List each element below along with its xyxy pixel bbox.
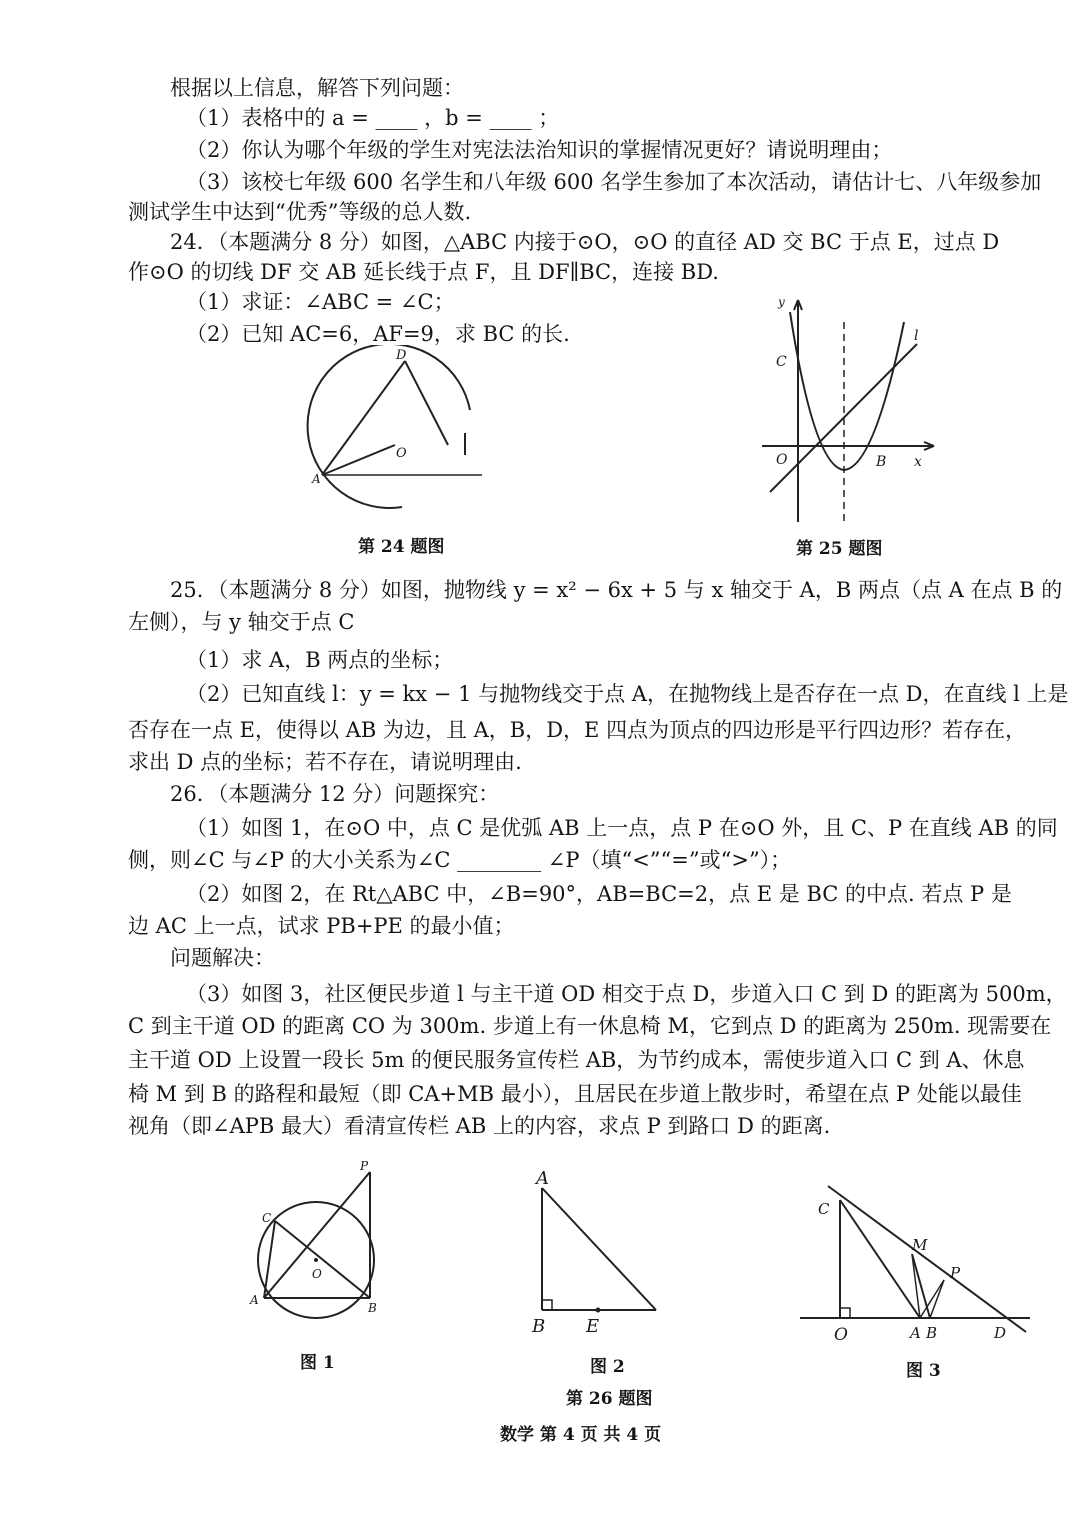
fig26-3-seg-ca xyxy=(840,1200,920,1318)
intro-q2: （2）你认为哪个年级的学生对宪法法治知识的掌握情况更好？请说明理由； xyxy=(186,138,893,162)
p24-heading-line2: 作⊙O 的切线 DF 交 AB 延长线于点 F，且 DF∥BC，连接 BD. xyxy=(128,260,719,284)
fig25-label-c: C xyxy=(776,354,787,370)
figure-26-2 xyxy=(520,1160,670,1340)
p24-q2: （2）已知 AC=6，AF=9，求 BC 的长. xyxy=(186,322,570,346)
fig24-circle xyxy=(308,345,470,508)
fig26-2-hypotenuse-ac xyxy=(542,1188,656,1310)
fig26-1-center-dot xyxy=(314,1258,318,1262)
p26-subheading: 问题解决： xyxy=(170,946,275,970)
figure-26-1 xyxy=(236,1160,396,1330)
fig26-2-point-e xyxy=(596,1308,601,1313)
p26-q3-line4: 椅 M 到 B 的路程和最短（即 CA+MB 最小），且居民在步道上散步时，希望在点 P 处能以最佳 xyxy=(128,1082,1022,1106)
intro-lead: 根据以上信息，解答下列问题： xyxy=(170,76,464,100)
fig26-3-seg-mb xyxy=(912,1254,930,1318)
fig26-3-label-m: M xyxy=(912,1236,928,1254)
p25-q2-line1: （2）已知直线 l：y = kx − 1 与抛物线交于点 A，在抛物线上是否存在一点 D，在直线 l 上是 xyxy=(186,682,1069,706)
fig26-3-caption: 图 3 xyxy=(906,1361,941,1381)
fig25-label-y: y xyxy=(778,295,785,309)
intro-q1: （1）表格中的 a = ____ ，b = ____ ； xyxy=(186,106,560,130)
fig26-3-label-o: O xyxy=(834,1325,848,1345)
fig24-label-d: D xyxy=(396,348,407,363)
fig26-2-label-e: E xyxy=(586,1316,600,1337)
fig24-chord-d xyxy=(405,361,448,445)
fig25-label-o: O xyxy=(776,452,788,468)
fig26-2-caption: 图 2 xyxy=(590,1357,625,1377)
p26-heading: 26．（本题满分 12 分）问题探究： xyxy=(170,782,500,806)
fig26-1-label-p: P xyxy=(360,1160,369,1173)
fig26-1-label-b: B xyxy=(368,1301,377,1315)
fig24-caption: 第 24 题图 xyxy=(358,537,445,557)
p26-q3-line2: C 到主干道 OD 的距离 CO 为 300m. 步道上有一休息椅 M，它到点 D 的距离为 250m. 现需要在 xyxy=(128,1014,1052,1038)
p26-q2-line2: 边 AC 上一点，试求 PB+PE 的最小值； xyxy=(128,914,515,938)
fig26-2-right-angle xyxy=(542,1300,552,1310)
fig25-label-x: x xyxy=(914,454,922,470)
intro-q3-line1: （3）该校七年级 600 名学生和八年级 600 名学生参加了本次活动，请估计七、八年级参加 xyxy=(186,170,1042,194)
p26-q3-line3: 主干道 OD 上设置一段长 5m 的便民服务宣传栏 AB，为节约成本，需使步道入口 C 到 A、休息 xyxy=(128,1048,1025,1072)
fig25-label-b: B xyxy=(876,454,887,470)
fig24-label-o: O xyxy=(396,446,407,461)
fig26-3-right-angle xyxy=(840,1308,850,1318)
p25-heading-line2: 左侧），与 y 轴交于点 C xyxy=(128,610,355,634)
intro-q3-line2: 测试学生中达到“优秀”等级的总人数. xyxy=(128,200,472,224)
fig26-2-label-b: B xyxy=(532,1316,546,1337)
page-footer: 数学 第 4 页 共 4 页 xyxy=(500,1425,662,1445)
fig26-3-label-a: A xyxy=(910,1324,921,1342)
p26-q2-line1: （2）如图 2，在 Rt△ABC 中，∠B=90°，AB=BC=2，点 E 是 BC 的中点. 若点 P 是 xyxy=(186,882,1012,906)
p24-heading: 24．（本题满分 8 分）如图，△ABC 内接于⊙O，⊙O 的直径 AD 交 BC 于点 E，过点 D xyxy=(170,230,1000,254)
p26-q1-line1: （1）如图 1，在⊙O 中，点 C 是优弧 AB 上一点，点 P 在⊙O 外，且 C、P 在直线 AB 的同 xyxy=(186,816,1058,840)
fig26-3-label-d: D xyxy=(994,1324,1007,1342)
fig26-1-label-a: A xyxy=(250,1293,259,1307)
fig25-label-l: l xyxy=(914,328,919,344)
fig26-1-label-c: C xyxy=(262,1211,272,1225)
figure-25 xyxy=(752,292,942,524)
p26-q1-line2: 侧，则∠C 与∠P 的大小关系为∠C ________ ∠P（填“<”“=”或“>”）； xyxy=(128,848,792,872)
fig26-3-label-c: C xyxy=(818,1200,830,1218)
figure-24 xyxy=(300,345,500,525)
fig26-1-seg-cb xyxy=(275,1221,370,1298)
fig26-1-caption: 图 1 xyxy=(300,1353,335,1373)
fig24-label-a: A xyxy=(312,472,321,486)
fig26-caption: 第 26 题图 xyxy=(566,1389,653,1409)
p26-q3-line1: （3）如图 3，社区便民步道 l 与主干道 OD 相交于点 D，步道入口 C 到 D 的距离为 500m， xyxy=(186,982,1067,1006)
fig25-caption: 第 25 题图 xyxy=(796,539,883,559)
p26-q3-line5: 视角（即∠APB 最大）看清宣传栏 AB 上的内容，求点 P 到路口 D 的距离. xyxy=(128,1114,831,1138)
p25-heading: 25．（本题满分 8 分）如图，抛物线 y = x² − 6x + 5 与 x 轴交于 A，B 两点（点 A 在点 B 的 xyxy=(170,578,1063,602)
p25-q2-line2: 否存在一点 E，使得以 AB 为边，且 A，B，D，E 四点为顶点的四边形是平行四边形？若存在， xyxy=(128,718,1027,742)
fig26-3-label-b: B xyxy=(926,1324,938,1342)
fig26-1-label-o: O xyxy=(312,1267,322,1281)
figure-26-3 xyxy=(796,1166,1036,1346)
p25-q2-line3: 求出 D 点的坐标；若不存在，请说明理由. xyxy=(128,750,522,774)
p25-q1: （1）求 A，B 两点的坐标； xyxy=(186,648,454,672)
fig26-3-label-p: P xyxy=(950,1264,961,1282)
p24-q1: （1）求证：∠ABC = ∠C； xyxy=(186,290,455,314)
fig26-2-label-a: A xyxy=(536,1168,549,1189)
